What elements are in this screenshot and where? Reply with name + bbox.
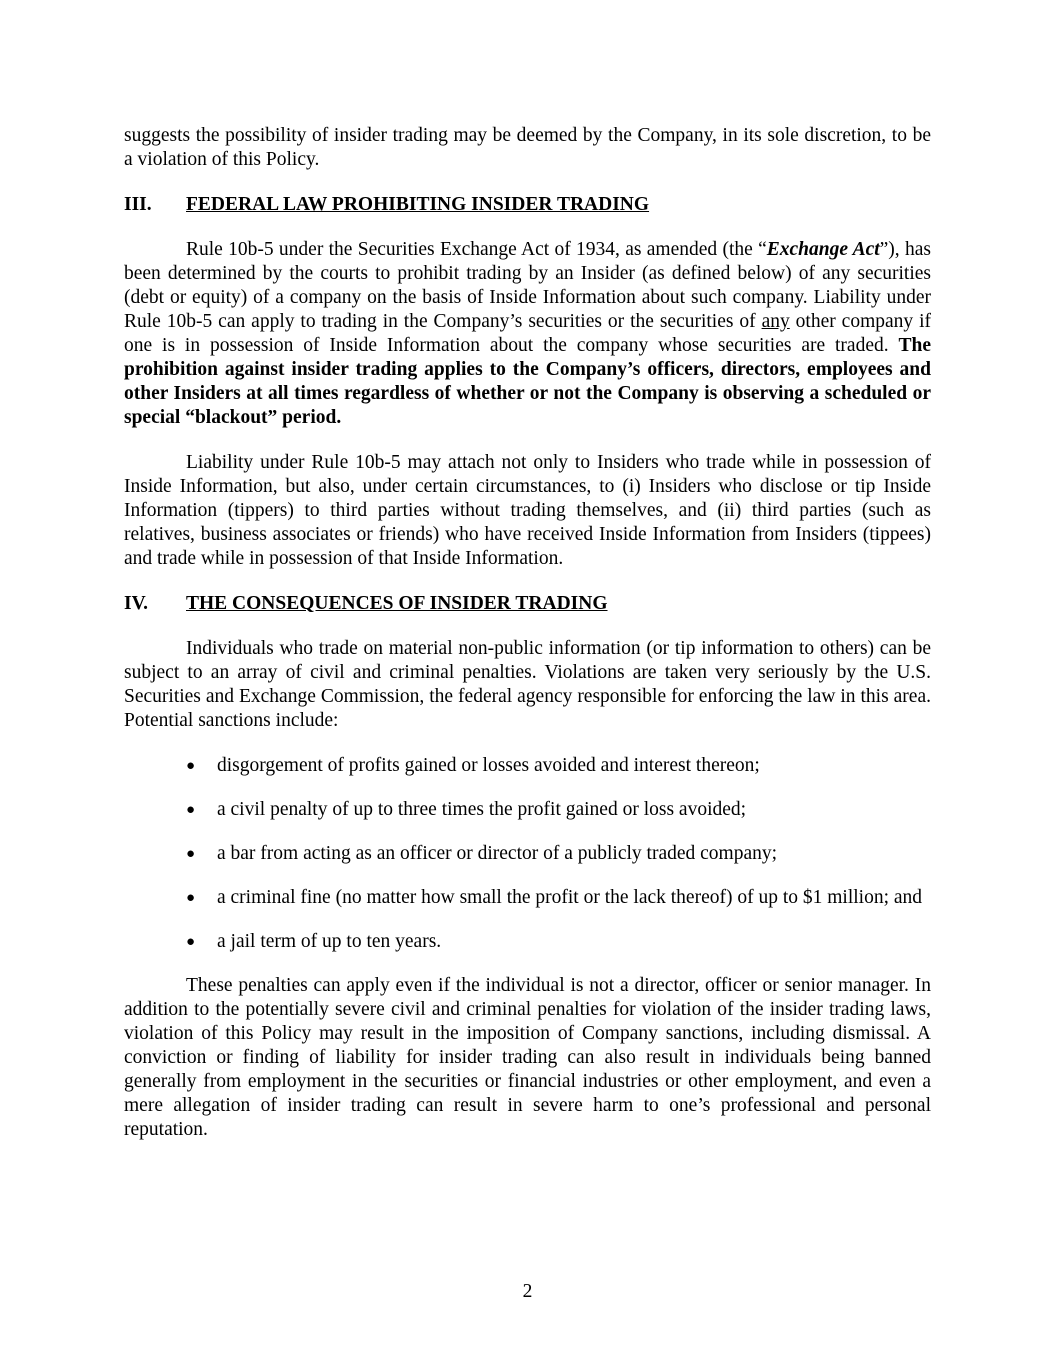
section-4-paragraph-2: These penalties can apply even if the individual is not a director, officer or senior manager. In addition to the potentially severe civil and criminal penalties for violation of the insider trading laws, violation of this Policy may result in the imposition of Company sanctions, including dismissal. A conviction or finding of liability for insider trading can also result in individuals being banned generally from employment in the securities or financial industries or other employment, and even a mere allegation of insider trading can result in severe harm to one’s professional and personal reputation. bbox=[124, 975, 931, 1140]
section-3-number: III. bbox=[124, 194, 152, 215]
list-item bbox=[186, 798, 931, 822]
section-3-paragraph-1 bbox=[124, 238, 931, 430]
s3p1-text-b: ”), has been determined by the courts to prohibit trading by an Insider (as defined below) of any securities (debt or equity) of a company on the basis of Inside Information about such company. Liability under Rule 10b-5 can apply to trading in the Company’s securities or the securities of bbox=[124, 239, 931, 332]
list-item-text: a civil penalty of up to three times the profit gained or loss avoided; bbox=[217, 799, 747, 820]
list-item-text: disgorgement of profits gained or losses avoided and interest thereon; bbox=[217, 755, 760, 776]
section-3-paragraph-2: Liability under Rule 10b-5 may attach not only to Insiders who trade while in possession of Inside Information, but also, under certain circumstances, to (i) Insiders who disclose or tip Inside Information (tippers) to third parties without trading themselves, and (ii) third parties (such as relatives, business associates or friends) who have received Inside Information from Insiders (tippees) and trade while in possession of that Inside Information. bbox=[124, 452, 931, 569]
list-item bbox=[186, 930, 931, 954]
section-3-title: FEDERAL LAW PROHIBITING INSIDER TRADING bbox=[186, 194, 650, 215]
list-item bbox=[186, 842, 931, 866]
list-item-text: a bar from acting as an officer or director of a publicly traded company; bbox=[217, 843, 778, 864]
intro-paragraph: suggests the possibility of insider trading may be deemed by the Company, in its sole discretion, to be a violation of this Policy. bbox=[124, 125, 931, 170]
list-item-text: a criminal fine (no matter how small the profit or the lack thereof) of up to $1 million; and bbox=[217, 887, 923, 908]
any-emphasis: any bbox=[761, 311, 790, 332]
exchange-act-term: Exchange Act bbox=[766, 239, 880, 260]
list-item bbox=[186, 754, 931, 778]
bullet-icon: ● bbox=[186, 758, 196, 774]
page-number: 2 bbox=[522, 1281, 533, 1302]
s3p1-text-c: other company if one is in possession of Inside Information about the company whose securities are traded. bbox=[124, 311, 931, 356]
s3p1-text-a: Rule 10b-5 under the Securities Exchange Act of 1934, as amended (the “ bbox=[186, 239, 767, 260]
list-item-text: a jail term of up to ten years. bbox=[217, 931, 442, 952]
bullet-icon: ● bbox=[186, 934, 196, 950]
sanctions-list bbox=[124, 754, 931, 954]
bullet-icon: ● bbox=[186, 846, 196, 862]
section-4-paragraph-1: Individuals who trade on material non-public information (or tip information to others) can be subject to an array of civil and criminal penalties. Violations are taken very seriously by the U.S. Securities and Exchange Commission, the federal agency responsible for enforcing the law in this area. Potential sanctions include: bbox=[124, 638, 931, 731]
list-item bbox=[186, 886, 931, 910]
section-4-title: THE CONSEQUENCES OF INSIDER TRADING bbox=[186, 593, 608, 614]
section-4-heading bbox=[124, 592, 931, 616]
s3p1-bold-statement: The prohibition against insider trading applies to the Company’s officers, directors, employees and other Insiders at all times regardless of whether or not the Company is observing a scheduled or special “blackout” period. bbox=[124, 335, 931, 428]
section-4-number: IV. bbox=[124, 593, 149, 614]
bullet-icon: ● bbox=[186, 890, 196, 906]
bullet-icon: ● bbox=[186, 802, 196, 818]
section-3-heading bbox=[124, 193, 931, 217]
